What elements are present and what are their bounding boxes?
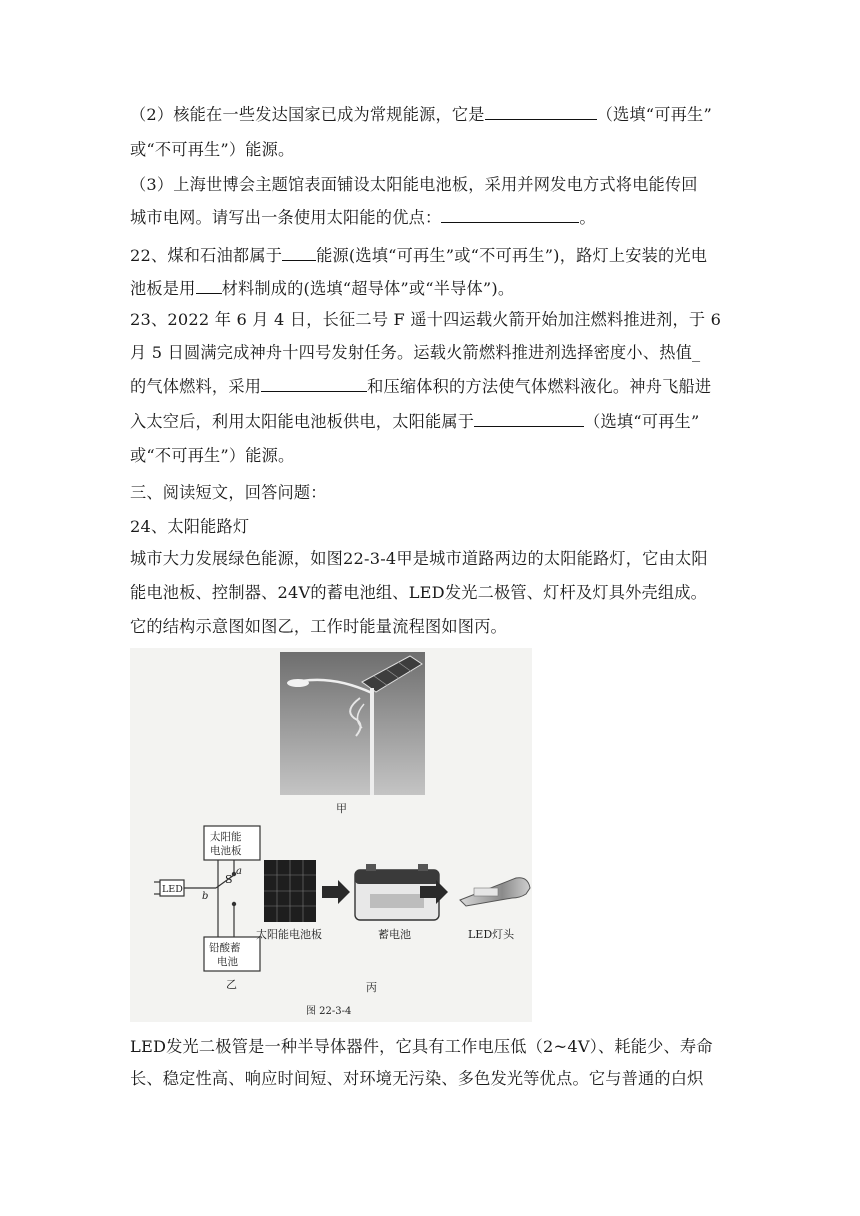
flow-battery-label: 蓄电池 (378, 928, 411, 941)
text: 和压缩体积的方法使气体燃料液化。神舟飞船进 (367, 377, 712, 396)
answer-blank[interactable] (485, 104, 597, 120)
question-21-2-line2: 或“不可再生”）能源。 (130, 140, 295, 159)
text: （选填“可再生” (596, 105, 712, 124)
flow-led-label: LED灯头 (468, 928, 515, 941)
text: 。 (579, 208, 596, 227)
question-22-line1 (130, 245, 707, 267)
question-21-3-line1: （3）上海世博会主题馆表面铺设太阳能电池板，采用并网发电方式将电能传回 (130, 175, 698, 194)
battery-label-2: 电池 (217, 956, 238, 968)
answer-blank[interactable] (441, 207, 579, 223)
label-jia: 甲 (336, 802, 347, 815)
solar-panel-image (264, 860, 316, 922)
passage-line: 城市大力发展绿色能源，如图22-3-4甲是城市道路两边的太阳能路灯，它由太阳 (130, 549, 708, 568)
section-heading: 三、阅读短文，回答问题： (130, 483, 327, 502)
passage-line: 能电池板、控制器、24V的蓄电池组、LED发光二极管、灯杆及灯具外壳组成。 (130, 583, 708, 602)
question-21-2-line1 (130, 104, 712, 126)
label-bing: 丙 (366, 981, 377, 994)
figure-caption: 图 22-3-4 (306, 1006, 352, 1017)
solar-panel-label-2: 电池板 (210, 845, 242, 857)
text: 材料制成的(选填“超导体”或“半导体”)。 (221, 279, 515, 298)
question-23-line4 (130, 411, 699, 433)
answer-blank[interactable] (196, 278, 222, 294)
question-22-line2 (130, 278, 514, 300)
passage-line: LED发光二极管是一种半导体器件，它具有工作电压低（2~4V）、耗能少、寿命 (130, 1037, 713, 1056)
text: 池板是用 (130, 279, 196, 298)
answer-blank[interactable] (261, 376, 367, 392)
flow-solar-label: 太阳能电池板 (256, 928, 322, 941)
question-23-line3 (130, 376, 711, 398)
contact-b-label: b (202, 891, 209, 902)
figure-22-3-4 (130, 648, 532, 1022)
text: （选填“可再生” (584, 412, 700, 431)
figure-svg (130, 648, 532, 1022)
battery-label-1: 铅酸蓄 (209, 942, 241, 954)
answer-blank[interactable] (282, 245, 316, 261)
arrow-right-icon (322, 880, 350, 904)
led-lamp-head-image (460, 878, 530, 906)
switch-label: S (225, 873, 233, 886)
photo-street-lamp (280, 652, 425, 795)
text: 22、煤和石油都属于 (130, 246, 283, 265)
passage-line: 它的结构示意图如图乙，工作时能量流程图如图丙。 (130, 617, 507, 636)
question-24-title: 24、太阳能路灯 (130, 517, 250, 536)
label-yi: 乙 (226, 978, 237, 991)
contact-a-label: a (236, 866, 242, 877)
text: 入太空后，利用太阳能电池板供电，太阳能属于 (130, 412, 475, 431)
text: 的气体燃料，采用 (130, 377, 262, 396)
passage-line: 长、稳定性高、响应时间短、对环境无污染、多色发光等优点。它与普通的白炽 (130, 1069, 704, 1088)
question-21-3-line2 (130, 207, 596, 229)
text: 能源(选填“可再生”或“不可再生”)，路灯上安装的光电 (316, 246, 708, 265)
text: 城市电网。请写出一条使用太阳能的优点： (130, 208, 442, 227)
solar-panel-label-1: 太阳能 (210, 831, 242, 843)
led-label: LED (162, 884, 183, 895)
question-23-line1: 23、2022 年 6 月 4 日，长征二号 F 遥十四运载火箭开始加注燃料推进剂，于 6 (130, 310, 722, 329)
answer-blank[interactable] (474, 411, 584, 427)
text: （2）核能在一些发达国家已成为常规能源，它是 (130, 105, 485, 124)
question-23-line5: 或“不可再生”）能源。 (130, 446, 295, 465)
question-23-line2: 月 5 日圆满完成神舟十四号发射任务。运载火箭燃料推进剂选择密度小、热值_ (130, 343, 701, 362)
